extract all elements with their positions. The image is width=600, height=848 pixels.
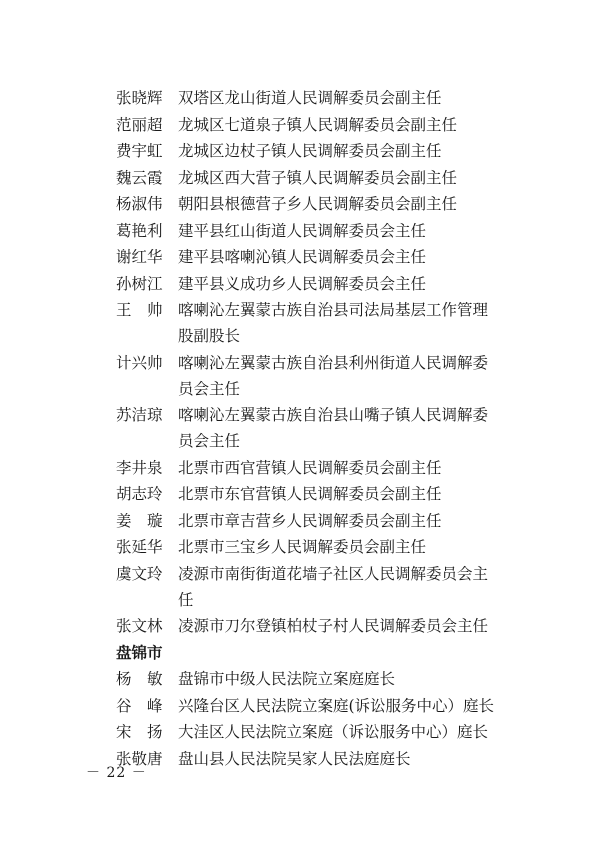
list-item <box>116 534 556 560</box>
person-title: 龙城区七道泉子镇人民调解委员会副主任 <box>178 115 458 134</box>
person-name: 费宇虹 <box>116 142 163 160</box>
list-item <box>116 561 556 613</box>
person-title: 建平县红山街道人民调解委员会主任 <box>178 221 427 240</box>
person-title: 喀喇沁左翼蒙古族自治县司法局基层工作管理股副股长 <box>178 301 489 345</box>
list-item <box>116 165 556 191</box>
list-item <box>116 719 556 745</box>
award-list <box>116 85 556 772</box>
list-item <box>116 350 556 402</box>
list-item <box>116 455 556 481</box>
person-name: 张延华 <box>116 538 163 556</box>
person-name: 杨淑伟 <box>116 195 163 213</box>
person-name: 胡志玲 <box>116 485 163 503</box>
person-name: 孙树江 <box>116 274 163 293</box>
person-name: 葛艳利 <box>116 221 163 240</box>
person-name: 杨 敏 <box>116 670 163 688</box>
person-name: 魏云霞 <box>116 168 163 187</box>
person-name: 苏洁琼 <box>116 406 163 424</box>
person-title: 建平县喀喇沁镇人民调解委员会主任 <box>178 248 427 266</box>
person-title: 龙城区西大营子镇人民调解委员会副主任 <box>178 168 458 187</box>
list-item <box>116 746 556 772</box>
list-item <box>116 112 556 138</box>
person-name: 张敬唐 <box>116 749 163 768</box>
person-name: 谢红华 <box>116 248 163 266</box>
person-title: 喀喇沁左翼蒙古族自治县利州街道人民调解委员会主任 <box>178 353 489 398</box>
page-number: － 22 － <box>86 765 147 781</box>
person-title: 龙城区边杖子镇人民调解委员会副主任 <box>178 142 442 160</box>
person-title: 北票市章吉营乡人民调解委员会副主任 <box>178 511 442 530</box>
person-name: 谷 峰 <box>116 696 163 715</box>
list-item <box>116 85 556 111</box>
list-item <box>116 244 556 270</box>
person-title: 凌源市南街街道花墙子社区人民调解委员会主任 <box>178 564 489 609</box>
person-name: 王 帅 <box>116 301 163 319</box>
person-title: 北票市西官营镇人民调解委员会副主任 <box>178 458 442 477</box>
section-heading: 盘锦市 <box>116 643 163 662</box>
list-item <box>116 297 556 349</box>
list-item <box>116 138 556 164</box>
person-name: 李井泉 <box>116 458 163 477</box>
person-title: 凌源市刀尔登镇柏杖子村人民调解委员会主任 <box>178 617 489 635</box>
person-title: 北票市三宝乡人民调解委员会副主任 <box>178 538 427 556</box>
person-title: 北票市东官营镇人民调解委员会副主任 <box>178 485 442 503</box>
person-title: 兴隆台区人民法院立案庭(诉讼服务中心）庭长 <box>178 696 495 715</box>
list-item <box>116 271 556 297</box>
person-name: 姜 璇 <box>116 511 163 530</box>
person-title: 大洼区人民法院立案庭（诉讼服务中心）庭长 <box>178 723 489 741</box>
person-title: 喀喇沁左翼蒙古族自治县山嘴子镇人民调解委员会主任 <box>178 406 489 450</box>
list-item <box>116 218 556 244</box>
person-name: 张晓辉 <box>116 89 163 107</box>
person-name: 张文林 <box>116 617 163 635</box>
list-item <box>116 481 556 507</box>
person-name: 计兴帅 <box>116 353 163 372</box>
list-item <box>116 666 556 692</box>
person-name: 虞文玲 <box>116 564 163 583</box>
person-name: 范丽超 <box>116 115 163 134</box>
list-item <box>116 508 556 534</box>
list-item <box>116 402 556 454</box>
person-title: 双塔区龙山街道人民调解委员会副主任 <box>178 89 442 107</box>
person-title: 建平县义成功乡人民调解委员会主任 <box>178 274 427 293</box>
person-title: 盘山县人民法院吴家人民法庭庭长 <box>178 749 411 768</box>
list-item <box>116 613 556 639</box>
list-item <box>116 693 556 719</box>
person-name: 宋 扬 <box>116 723 163 741</box>
list-item <box>116 191 556 217</box>
person-title: 朝阳县根德营子乡人民调解委员会副主任 <box>178 195 458 213</box>
person-title: 盘锦市中级人民法院立案庭庭长 <box>178 670 396 688</box>
